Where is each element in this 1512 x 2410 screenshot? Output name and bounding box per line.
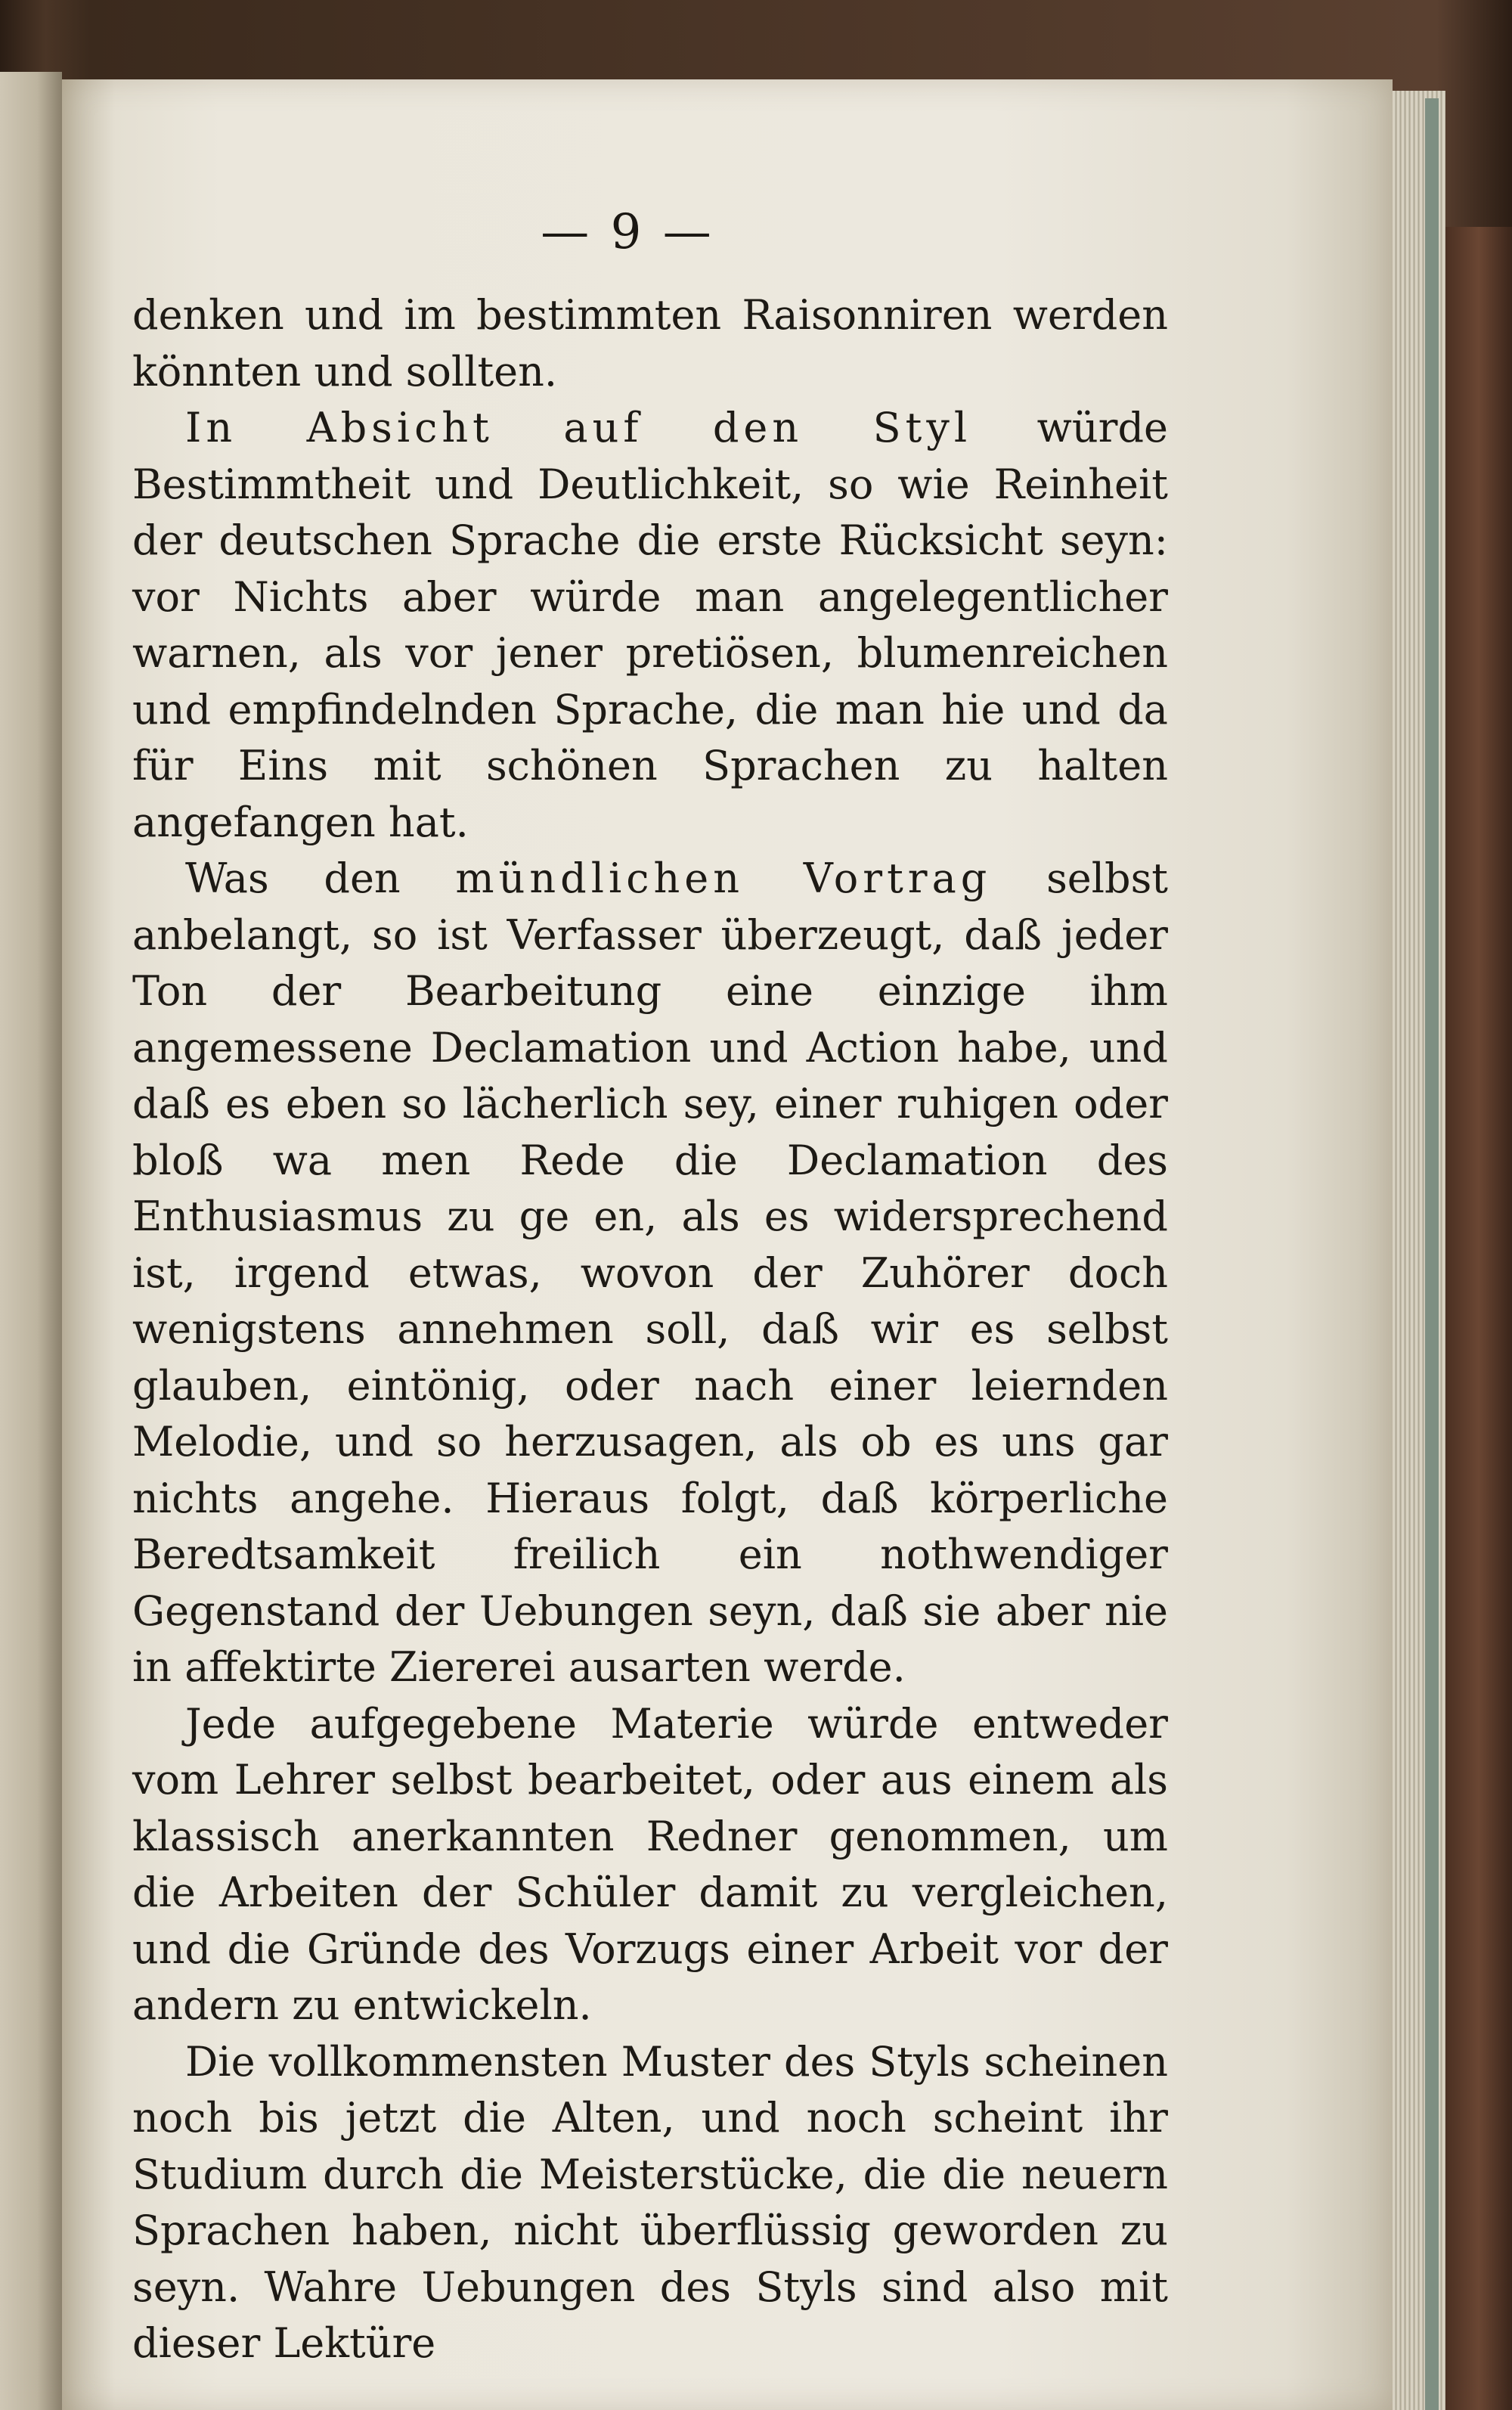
paragraph-oral-delivery — [132, 851, 1168, 1696]
paragraph-text: selbst anbelangt, so ist Verfasser überzeugt, daß jeder Ton der Bearbeitung eine einzige ihm angemessene Declamation und Action habe, und daß es eben so lächerlich sey, einer ruhigen oder bloß wa men Rede die Declamation des Enthusiasmus zu ge en, als es widersprechend ist, irgend etwas, wovon der Zuhörer doch wenigstens annehmen soll, daß wir es selbst glauben, eintönig, oder nach einer leiernden Melodie, und so herzusagen, als ob es uns gar nichts angehe. Hieraus folgt, daß körperliche Beredtsamkeit freilich ein nothwendiger Gegenstand der Uebungen seyn, daß sie aber nie in affektirte Ziererei ausarten werde. — [132, 855, 1168, 1691]
paragraph-models-of-style: Die vollkommensten Muster des Styls scheinen noch bis jetzt die Alten, und noch scheint ihr Studium durch die Meisterstücke, die die neuern Sprachen haben, nicht überflüssig geworden zu seyn. Wahre Uebungen des Styls sind also mit dieser Lektüre — [132, 2037, 1168, 2367]
paragraph-subject-matter: Jede aufgegebene Materie würde entweder vom Lehrer selbst bearbeitet, oder aus einem als klassisch anerkannten Redner genommen, um die Arbeiten der Schüler damit zu vergleichen, und die Gründe des Vorzugs einer Arbeit vor der andern zu entwickeln. — [132, 1699, 1168, 2029]
page-body-text — [132, 287, 1168, 2372]
book-spine-edge — [1445, 227, 1512, 2410]
paragraph-text: würde Bestimmtheit und Deutlichkeit, so wie Reinheit der deutschen Sprache die erste Rücksicht seyn: vor Nichts aber würde man angelegentlicher warnen, als vor jener pretiösen, blumenreichen und empfindelnden Sprache, die man hie und da für Eins mit schönen Sprachen zu halten angefangen hat. — [132, 404, 1168, 846]
emphasized-lead: In Absicht auf den Styl — [185, 404, 972, 451]
emphasized-lead: mündlichen Vortrag — [455, 855, 992, 902]
paragraph-lead-pre: Was den — [185, 855, 456, 902]
page-number: — 9 — — [541, 204, 714, 260]
paragraph-continuation: denken und im bestimmten Raisonniren werden könnten und sollten. — [132, 291, 1168, 395]
colored-page-edge — [1425, 98, 1439, 2410]
left-page-edge — [0, 72, 62, 2410]
paragraph-style — [132, 400, 1168, 851]
